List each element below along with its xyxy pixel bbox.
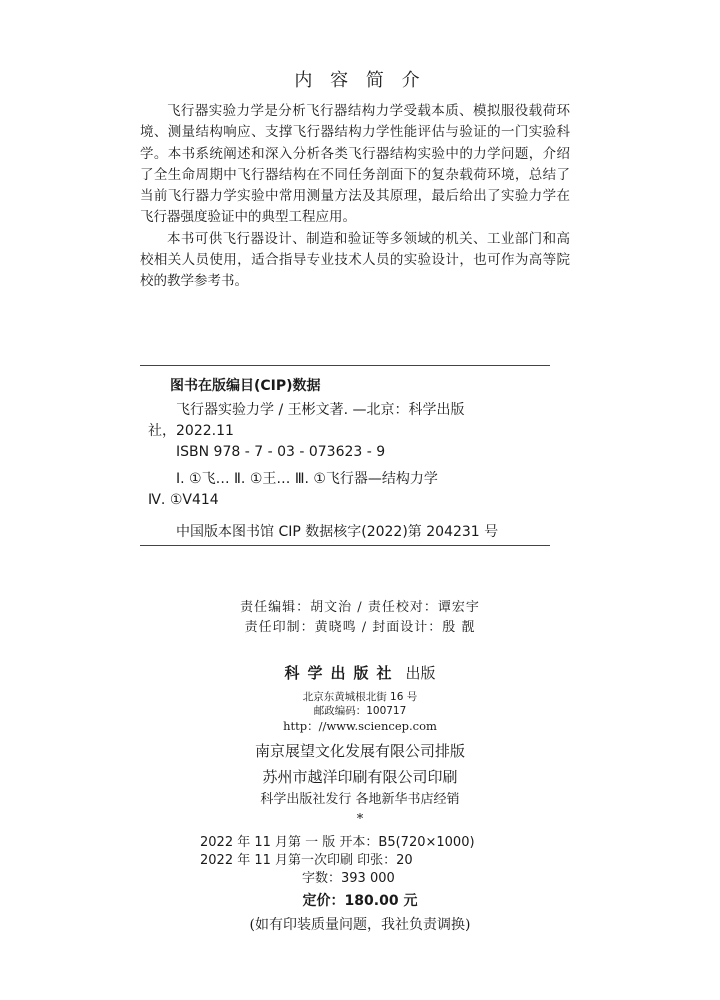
- cip-line-title: 飞行器实验力学 / 王彬文著. —北京：科学出版: [176, 402, 465, 418]
- postcode-line: 邮政编码：100717: [313, 705, 407, 717]
- publisher-website: http：//www.sciencep.com: [283, 719, 437, 733]
- edition-info: [200, 834, 520, 888]
- printer: 苏州市越洋印刷有限公司印刷: [262, 768, 458, 786]
- cip-number: 中国版本图书馆 CIP 数据核字(2022)第 204231 号: [176, 524, 499, 540]
- cip-label: 图书在版编目(CIP)数据: [170, 378, 321, 394]
- publisher-line: [0, 662, 720, 683]
- cip-line-classification-2: Ⅳ. ①V414: [148, 492, 219, 508]
- cip-line-isbn: ISBN 978 - 7 - 03 - 073623 - 9: [176, 444, 386, 460]
- summary-paragraph-1: 飞行器实验力学是分析飞行器结构力学受载本质、模拟服役载荷环境、测量结构响应、支撑飞行器结构力学性能评估与验证的一门实验科学。本书系统阐述和深入分析各类飞行器结构实验中的力学问题，介绍了全生命周期中飞行器结构在不同任务剖面下的复杂载荷环境，总结了当前飞行器力学实验中常用测量方法及其原理，最后给出了实验力学在飞行器强度验证中的典型工程应用。: [140, 103, 570, 226]
- publisher-name: 科学出版社: [284, 664, 400, 682]
- content-summary: [140, 101, 570, 293]
- publisher-suffix: 出版: [405, 664, 436, 682]
- top-divider: [140, 365, 550, 366]
- page-title: 内 容 简 介: [294, 70, 426, 91]
- edition-line-2: 2022 年 11 月第一次印刷 印张：20: [200, 853, 413, 868]
- summary-paragraph-2: 本书可供飞行器设计、制造和验证等多领域的机关、工业部门和高校相关人员使用，适合指导专业技术人员的实验设计，也可作为高等院校的教学参考书。: [140, 230, 570, 290]
- distribution: 科学出版社发行 各地新华书店经销: [260, 792, 460, 807]
- bottom-divider: [140, 545, 550, 546]
- cip-line-classification: Ⅰ. ①飞… Ⅱ. ①王… Ⅲ. ①飞行器—结构力学: [176, 471, 438, 487]
- publisher-address: [0, 690, 720, 718]
- staff-line-editors: 责任编辑：胡文治 / 责任校对：谭宏宇: [240, 600, 480, 615]
- price: 定价：180.00 元: [302, 893, 418, 909]
- word-count: 字数：393 000: [302, 871, 395, 886]
- cip-line-publisher: 社，2022.11: [148, 423, 234, 439]
- staff-line-design: 责任印制：黄晓鸣 / 封面设计：殷 靓: [244, 620, 476, 635]
- staff-credits: [0, 598, 720, 638]
- typesetter: 南京展望文化发展有限公司排版: [254, 742, 465, 760]
- quality-notice: (如有印装质量问题，我社负责调换): [249, 917, 471, 933]
- printing-info: [0, 738, 720, 810]
- edition-line-1: 2022 年 11 月第 一 版 开本：B5(720×1000): [200, 835, 475, 850]
- separator-star: *: [356, 812, 364, 827]
- cip-entry: [148, 400, 520, 511]
- address-line: 北京东黄城根北街 16 号: [302, 691, 418, 703]
